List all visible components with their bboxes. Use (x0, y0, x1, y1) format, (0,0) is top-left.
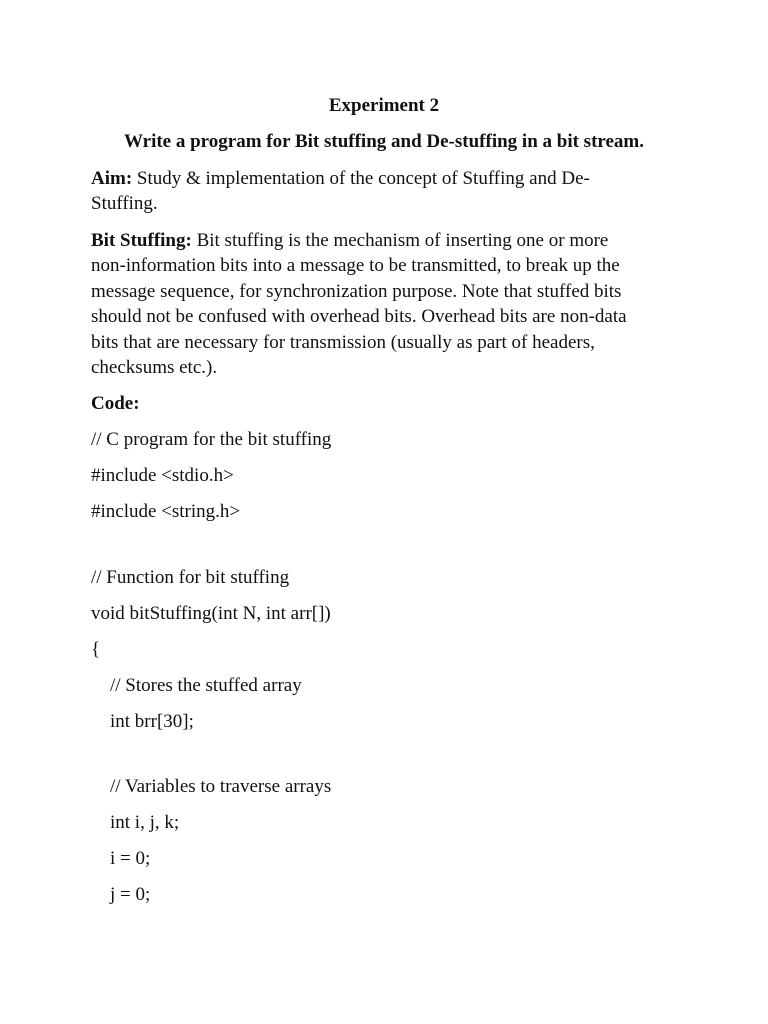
code-line: j = 0; (110, 884, 151, 905)
bit-stuffing-line2: non-information bits into a message to be transmitted, to break up the (91, 255, 620, 276)
code-line: // C program for the bit stuffing (91, 429, 332, 450)
document-subtitle: Write a program for Bit stuffing and De-stuffing in a bit stream. (123, 131, 645, 152)
code-line: int brr[30]; (110, 711, 194, 732)
code-line: void bitStuffing(int N, int arr[]) (91, 603, 331, 624)
bit-stuffing-line6: checksums etc.). (91, 357, 218, 378)
bit-stuffing-paragraph (91, 228, 608, 253)
aim-text-line1: Study & implementation of the concept of Stuffing and De- (132, 168, 590, 189)
code-line: int i, j, k; (110, 812, 180, 833)
code-line: // Variables to traverse arrays (110, 776, 332, 797)
code-line: i = 0; (110, 848, 151, 869)
aim-paragraph (91, 166, 590, 191)
bit-stuffing-line1: Bit stuffing is the mechanism of inserting one or more (191, 230, 609, 251)
bit-stuffing-line4: should not be confused with overhead bits. Overhead bits are non-data (91, 306, 627, 327)
code-line: // Function for bit stuffing (91, 567, 290, 588)
code-heading: Code: (91, 393, 140, 414)
aim-text-line2: Stuffing. (91, 193, 158, 214)
document-title: Experiment 2 (328, 95, 440, 116)
bit-stuffing-line5: bits that are necessary for transmission (usually as part of headers, (91, 332, 595, 353)
code-line: // Stores the stuffed array (110, 675, 302, 696)
aim-label: Aim: (91, 168, 133, 189)
bit-stuffing-label: Bit Stuffing: (91, 230, 192, 251)
code-line: #include <stdio.h> (91, 465, 234, 486)
bit-stuffing-line3: message sequence, for synchronization purpose. Note that stuffed bits (91, 281, 622, 302)
code-line: { (91, 639, 101, 660)
code-line: #include <string.h> (91, 501, 241, 522)
